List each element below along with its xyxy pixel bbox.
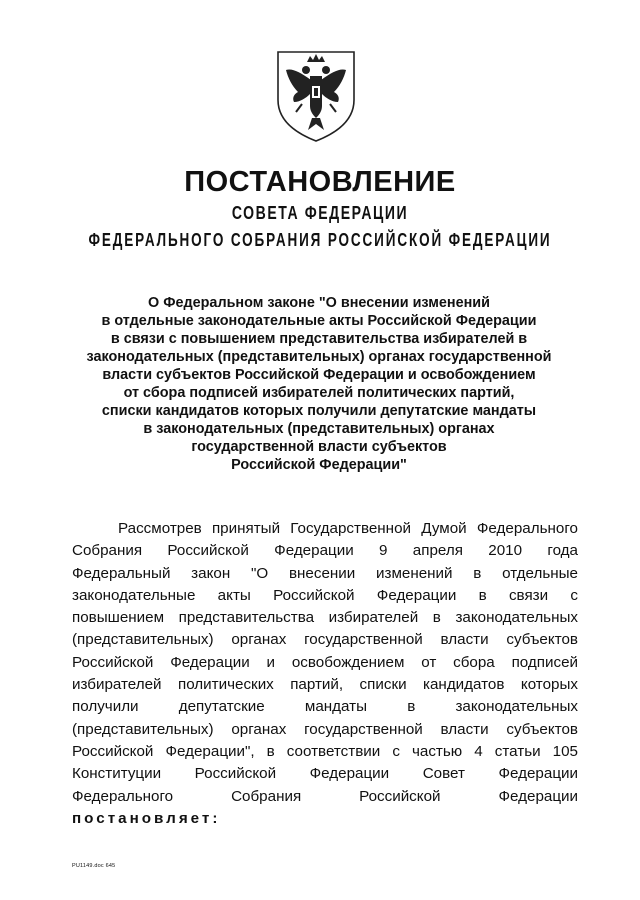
subject-line: государственной власти субъектов <box>191 439 447 455</box>
subject-line: в отдельные законодательные акты Российской Федерации <box>101 313 537 329</box>
body-paragraph <box>72 518 578 830</box>
body-line: повышением представительства избирателей в законодательных <box>72 609 578 627</box>
document-reference: PU1149.doc 645 <box>72 863 116 869</box>
body-line: Российской Федерации и освобождением от сбора подписей <box>72 653 578 671</box>
subject-line: в законодательных (представительных) органах <box>143 421 495 437</box>
body-line: (представительных) органах государственной власти субъектов <box>72 631 578 649</box>
body-line: законодательные акты Российской Федерации в связи с <box>72 586 578 604</box>
subject-line: О Федеральном законе "О внесении изменений <box>148 295 490 311</box>
resolution-keyword: постановляет: <box>72 809 221 827</box>
body-line: Рассмотрев принятый Государственной Думой Федерального <box>118 520 578 537</box>
document-subject <box>64 294 574 474</box>
subject-line: списки кандидатов которых получили депутатские мандаты <box>101 403 537 419</box>
body-line: Федеральный закон "О внесении изменений в отдельные <box>72 564 578 582</box>
subject-line: в связи с повышением представительства избирателей в <box>110 331 528 347</box>
body-line: Российской Федерации", в соответствии с частью 4 статьи 105 <box>72 742 578 760</box>
subject-line: власти субъектов Российской Федерации и освобождением <box>102 367 536 383</box>
body-line: Федерального Собрания Российской Федерации <box>72 787 578 805</box>
body-line: избирателей политических партий, списки кандидатов которых <box>72 676 578 694</box>
coat-of-arms-icon <box>274 48 358 144</box>
body-line: Конституции Российской Федерации Совет Федерации <box>72 765 578 783</box>
body-line: (представительных) органах государственной власти субъектов <box>72 720 578 738</box>
subject-line: Российской Федерации" <box>231 457 407 473</box>
subject-line: от сбора подписей избирателей политических партий, <box>123 385 515 401</box>
subject-line: законодательных (представительных) органах государственной <box>86 349 552 365</box>
body-line: Собрания Российской Федерации 9 апреля 2010 года <box>72 542 578 560</box>
issuer-line-2: ФЕДЕРАЛЬНОГО СОБРАНИЯ РОССИЙСКОЙ ФЕДЕРАЦИИ <box>88 230 552 250</box>
issuer-line-1: СОВЕТА ФЕДЕРАЦИИ <box>231 203 409 223</box>
body-line: получили депутатские мандаты в законодательных <box>72 698 578 716</box>
document-title: ПОСТАНОВЛЕНИЕ <box>184 166 456 198</box>
